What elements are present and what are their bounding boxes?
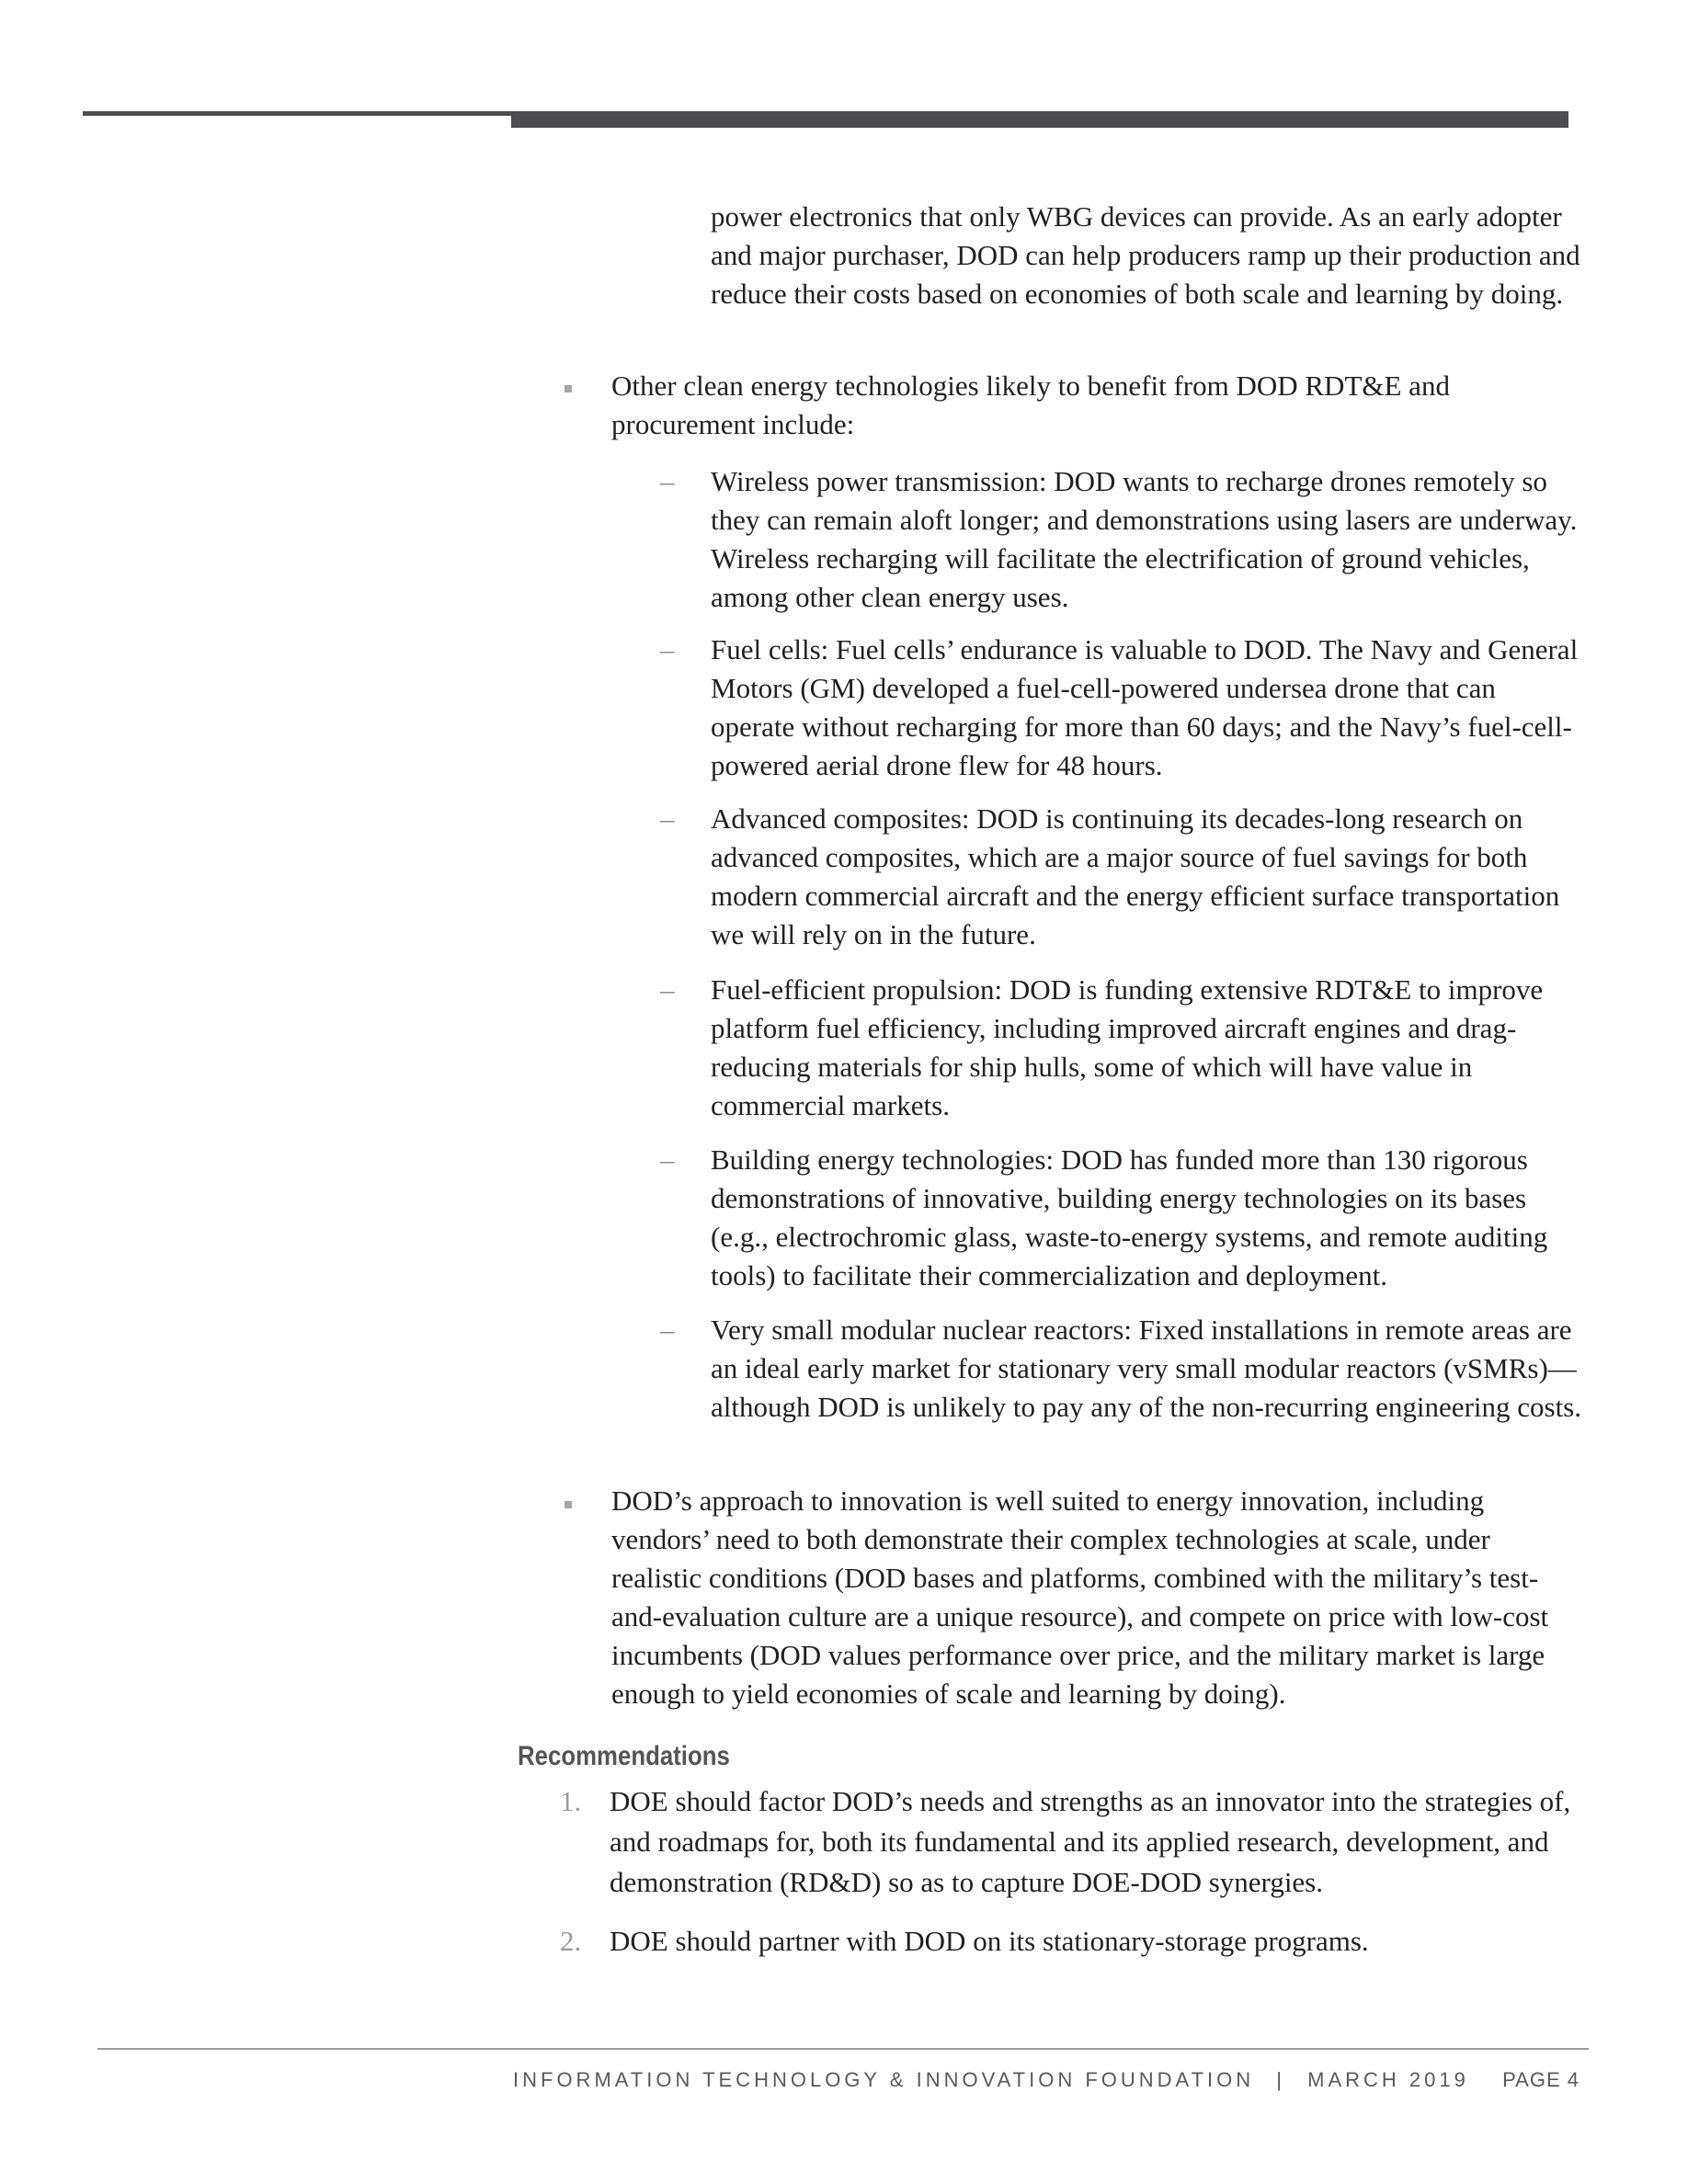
recommendation-item: DOE should factor DOD’s needs and strengths as an innovator into the strategies of, and roadmaps for, both its fundamental and its applied research, development, and demonstration (RD&D) so as to capture DOE-DOD synergies.: [610, 1785, 1571, 1898]
bullet-text: Other clean energy technologies likely to benefit from DOD RDT&E and procurement include:: [611, 370, 1450, 440]
continuation-paragraph: power electronics that only WBG devices can provide. As an early adopter and major purchaser, DOD can help producers ramp up their production and reduce their costs based on economies of both scale and learning by doing.: [711, 200, 1580, 310]
dash-bullet-icon: –: [660, 802, 675, 835]
list-number: 2.: [560, 1925, 582, 1957]
page-number: PAGE 4: [1502, 2068, 1580, 2091]
subitem-wireless-power: Wireless power transmission: DOD wants to recharge drones remotely so they can remain aloft longer; and demonstrations using lasers are underway. Wireless recharging will facilitate the electrification of ground vehicles, among other clean energy uses.: [711, 465, 1578, 613]
section-heading: Recommendations: [518, 1741, 730, 1771]
footer-organization: [513, 2068, 1469, 2092]
recommendation-item: DOE should partner with DOD on its stationary-storage programs.: [610, 1925, 1369, 1957]
dash-bullet-icon: –: [660, 633, 675, 665]
subitem-fuel-efficient-propulsion: Fuel-efficient propulsion: DOD is funding extensive RDT&E to improve platform fuel efficiency, including improved aircraft engines and drag-reducing materials for ship hulls, some of which will have value in commercial markets.: [711, 973, 1544, 1121]
subitem-building-energy: Building energy technologies: DOD has funded more than 130 rigorous demonstrations of innovative, building energy technologies on its bases (e.g., electrochromic glass, waste-to-energy systems, and remote auditing tools) to facilitate their commercialization and deployment.: [711, 1143, 1548, 1291]
dash-bullet-icon: –: [660, 1314, 675, 1346]
header-rule-thick: [511, 111, 1568, 128]
footer-rule: [97, 2048, 1589, 2050]
square-bullet-icon: [565, 1501, 572, 1508]
header-rule-thin: [83, 111, 511, 116]
dash-bullet-icon: –: [660, 973, 675, 1006]
subitem-vsmr: Very small modular nuclear reactors: Fixed installations in remote areas are an ideal early market for stationary very small modular reactors (vSMRs)—although DOD is unlikely to pay any of the non-recurring engineering costs.: [711, 1314, 1581, 1423]
square-bullet-icon: [565, 385, 572, 392]
subitem-advanced-composites: Advanced composites: DOD is continuing its decades-long research on advanced composites, which are a major source of fuel savings for both modern commercial aircraft and the energy efficient surface transportation we will rely on in the future.: [711, 802, 1560, 950]
footer-date: MARCH 2019: [1307, 2068, 1469, 2091]
dash-bullet-icon: –: [660, 465, 675, 497]
footer-separator: |: [1276, 2068, 1285, 2091]
subitem-fuel-cells: Fuel cells: Fuel cells’ endurance is valuable to DOD. The Navy and General Motors (GM) developed a fuel-cell-powered undersea drone that can operate without recharging for more than 60 days; and the Navy’s fuel-cell-powered aerial drone flew for 48 hours.: [711, 633, 1579, 781]
list-number: 1.: [560, 1785, 582, 1817]
bullet-text: DOD’s approach to innovation is well suited to energy innovation, including vendors’ need to both demonstrate their complex technologies at scale, under realistic conditions (DOD bases and platforms, combined with the military’s test-and-evaluation culture are a unique resource), and compete on price with low-cost incumbents (DOD values performance over price, and the military market is large enough to yield economies of scale and learning by doing).: [611, 1484, 1549, 1710]
footer-org-name: INFORMATION TECHNOLOGY & INNOVATION FOUNDATION: [513, 2068, 1255, 2091]
dash-bullet-icon: –: [660, 1143, 675, 1176]
